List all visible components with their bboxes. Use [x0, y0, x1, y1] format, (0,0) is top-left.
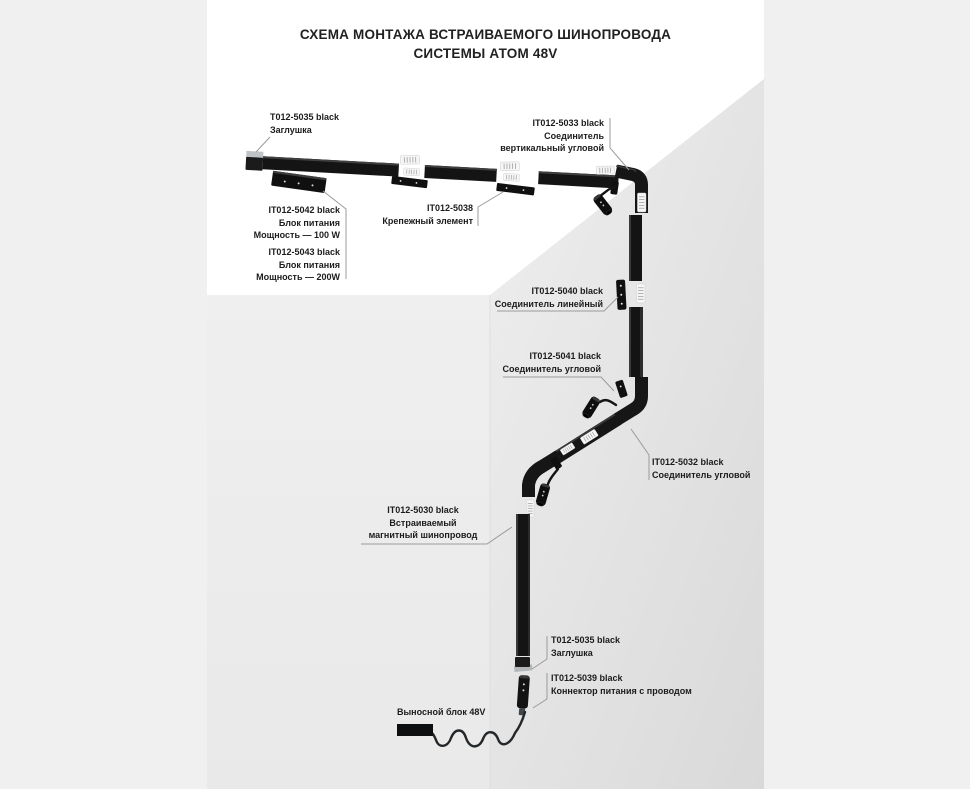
label-line: Мощность — 100 W	[253, 230, 340, 240]
label-line: IT012-5040 black	[531, 286, 603, 296]
joint-chip	[503, 173, 519, 181]
page-title	[207, 26, 764, 63]
label-line: Заглушка	[551, 647, 593, 658]
label-line: Заглушка	[270, 124, 312, 135]
label-line: Коннектор питания с проводом	[551, 685, 692, 696]
end-cap-top	[245, 151, 263, 171]
label-line: T012-5035 black	[270, 112, 340, 122]
label-line: Соединитель	[544, 130, 604, 141]
label-psu-200	[256, 246, 340, 284]
label-line: IT012-5042 black	[268, 205, 340, 215]
label-bracket	[382, 202, 473, 227]
label-line: Соединитель угловой	[502, 363, 601, 374]
page-title-line1: СХЕМА МОНТАЖА ВСТРАИВАЕМОГО ШИНОПРОВОДА	[299, 27, 672, 42]
label-line: T012-5035 black	[551, 635, 621, 645]
label-connector-linear	[495, 285, 603, 310]
recessed-track-lower	[516, 514, 530, 656]
label-psu-100	[254, 204, 340, 242]
label-track	[353, 504, 493, 542]
label-cap-bottom	[551, 634, 620, 659]
label-line: IT012-5041 black	[529, 351, 601, 361]
label-line: IT012-5039 black	[551, 673, 623, 683]
label-line: Мощность — 200W	[256, 272, 340, 282]
joint-chip	[403, 168, 419, 176]
label-cap-top	[270, 111, 339, 136]
label-power-connector	[551, 672, 692, 697]
label-line: магнитный шинопровод	[368, 530, 478, 540]
label-line: Соединитель угловой	[652, 469, 751, 480]
label-line: IT012-5033 black	[532, 118, 604, 128]
label-line: IT012-5038	[426, 203, 473, 213]
label-line: Блок питания	[278, 217, 340, 228]
remote-power-block	[397, 724, 433, 736]
label-corner-41	[503, 350, 601, 375]
label-line: вертикальный угловой	[500, 143, 604, 153]
label-remote-block	[397, 706, 485, 719]
joint-chip	[400, 155, 419, 164]
page-title-line2: СИСТЕМЫ АТОМ 48V	[413, 45, 558, 61]
label-line: Выносной блок 48V	[397, 707, 486, 717]
label-line: Встраиваемый	[389, 517, 457, 528]
linear-connector-part	[616, 280, 627, 310]
label-line: Соединитель линейный	[494, 298, 603, 309]
joint-chip	[596, 166, 614, 174]
label-corner-32	[652, 456, 750, 481]
label-line: IT012-5043 black	[268, 247, 340, 257]
label-line: IT012-5032 black	[652, 457, 724, 467]
label-line: Блок питания	[278, 259, 340, 270]
label-corner-vertical	[500, 117, 604, 155]
end-cap-bottom	[514, 657, 532, 672]
label-line: IT012-5030 black	[387, 505, 459, 515]
label-line: Крепежный элемент	[382, 215, 473, 226]
joint-chip	[500, 162, 519, 171]
